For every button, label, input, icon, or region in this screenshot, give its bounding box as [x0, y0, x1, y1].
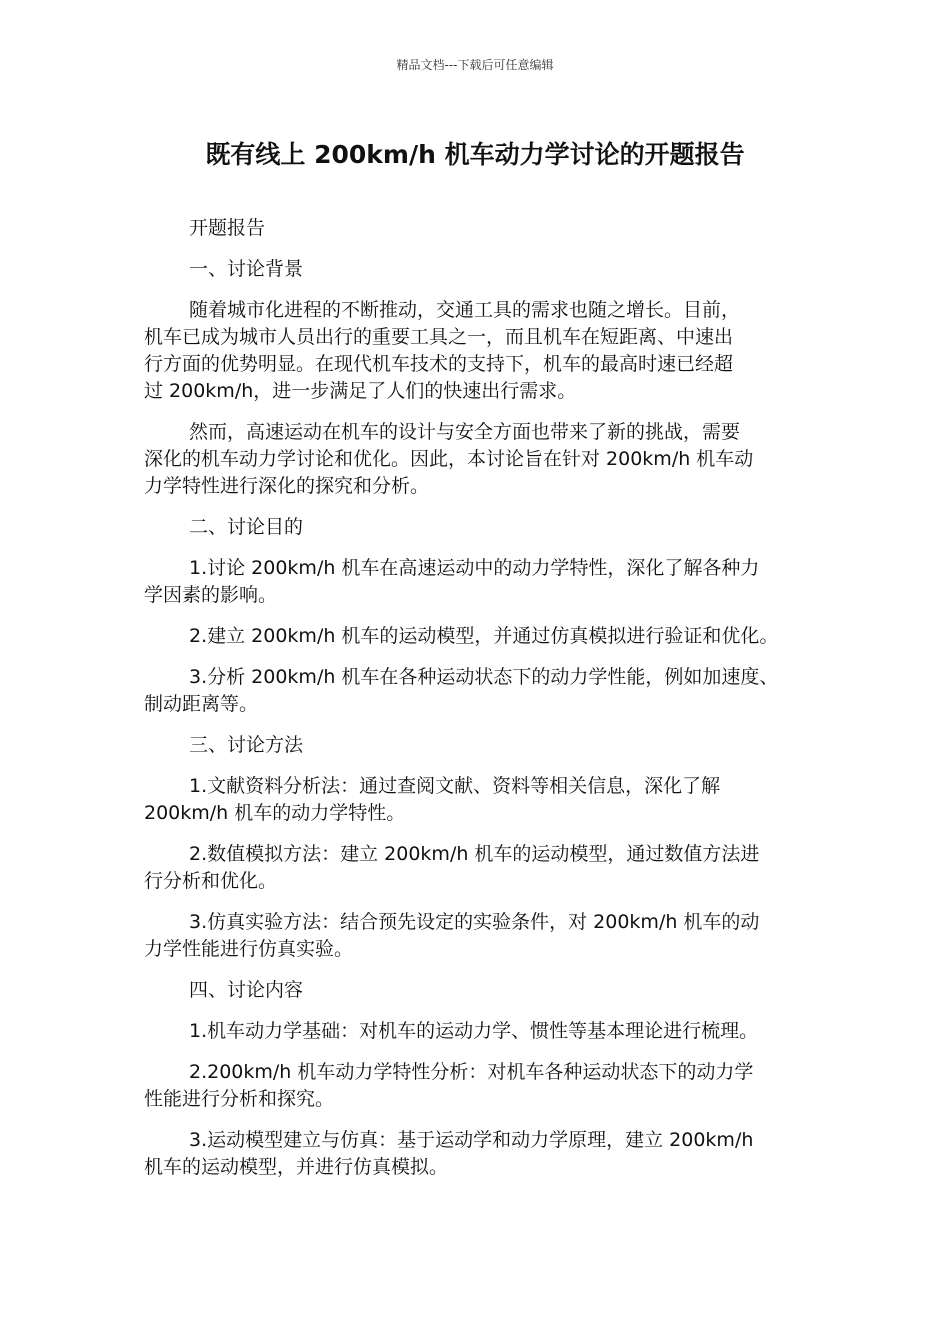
objective-item: 1.讨论 200km/h 机车在高速运动中的动力学特性，深化了解各种力 学因素的影响。: [144, 557, 760, 606]
method-item: 2.数值模拟方法：建立 200km/h 机车的运动模型，通过数值方法进 行分析和优化。: [144, 843, 760, 892]
section-heading-background: 一、讨论背景: [189, 258, 304, 280]
section-heading-contents: 四、讨论内容: [189, 979, 304, 1001]
document-body: [144, 215, 820, 1195]
method-item: 1.文献资料分析法：通过查阅文献、资料等相关信息，深化了解 200km/h 机车的动力学特性。: [144, 775, 721, 824]
objective-item: 3.分析 200km/h 机车在各种运动状态下的动力学性能，例如加速度、 制动距离等。: [144, 666, 779, 715]
content-item: 3.运动模型建立与仿真：基于运动学和动力学原理，建立 200km/h 机车的运动模型，并进行仿真模拟。: [144, 1129, 754, 1178]
report-label: 开题报告: [189, 217, 266, 239]
objective-item: 2.建立 200km/h 机车的运动模型，并通过仿真模拟进行验证和优化。: [189, 625, 779, 647]
page-header-note: 精品文档---下载后可任意编辑: [396, 58, 554, 72]
section-heading-objectives: 二、讨论目的: [189, 516, 304, 538]
section-heading-methods: 三、讨论方法: [189, 734, 304, 756]
background-paragraph-2: 然而，高速运动在机车的设计与安全方面也带来了新的挑战，需要 深化的机车动力学讨论和优化。因此，本讨论旨在针对 200km/h 机车动 力学特性进行深化的探究和分析。: [144, 421, 754, 497]
method-item: 3.仿真实验方法：结合预先设定的实验条件，对 200km/h 机车的动 力学性能进行仿真实验。: [144, 911, 760, 960]
background-paragraph-1: 随着城市化进程的不断推动，交通工具的需求也随之增长。目前， 机车已成为城市人员出行的重要工具之一，而且机车在短距离、中速出 行方面的优势明显。在现代机车技术的支持下，机车的最高时速已经超 过 200km/h，进一步满足了人们的快速出行需求。: [144, 299, 741, 402]
document-title: 既有线上 200km/h 机车动力学讨论的开题报告: [205, 140, 745, 169]
content-item: 1.机车动力学基础：对机车的运动力学、惯性等基本理论进行梳理。: [189, 1020, 759, 1042]
content-item: 2.200km/h 机车动力学特性分析：对机车各种运动状态下的动力学 性能进行分析和探究。: [144, 1061, 754, 1110]
